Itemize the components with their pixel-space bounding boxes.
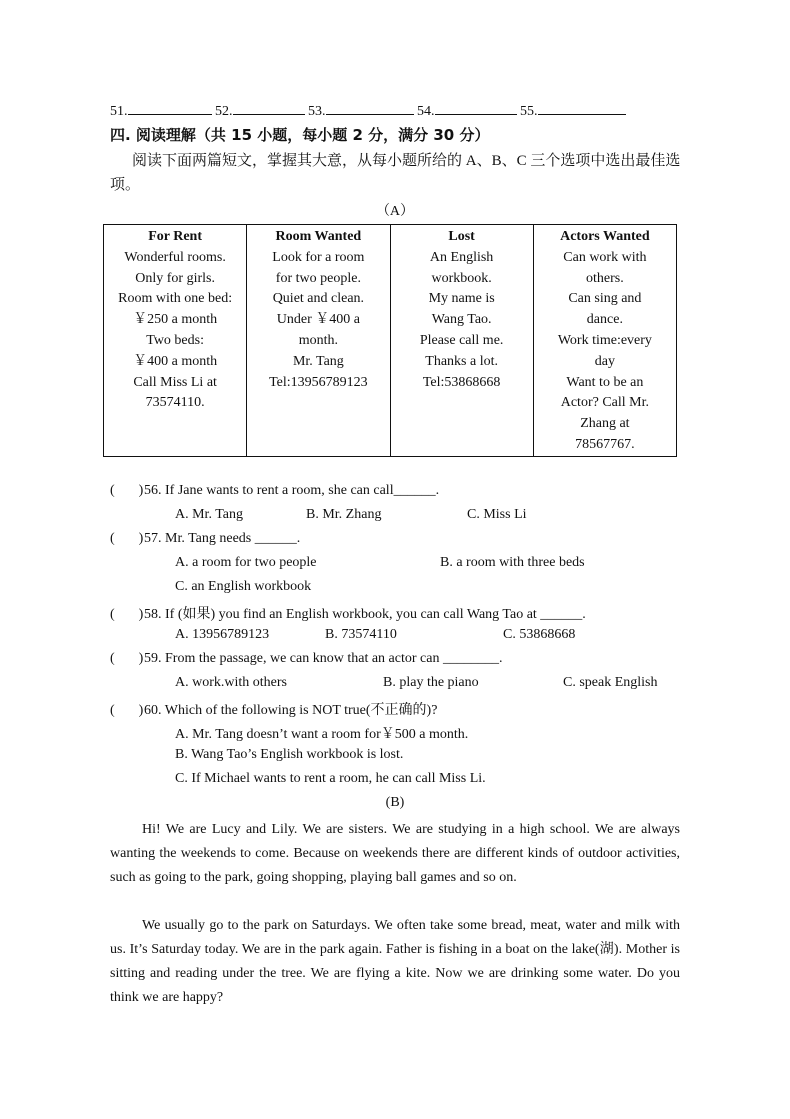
question-56 bbox=[110, 483, 439, 499]
question-58 bbox=[110, 603, 586, 623]
ad-line: Quiet and clean. bbox=[272, 291, 365, 307]
option-c: C. 53868668 bbox=[503, 627, 576, 642]
question-stem: 60. Which of the following is NOT true(不正确的)? bbox=[144, 703, 438, 718]
ad-line: Only for girls. bbox=[135, 270, 215, 286]
ad-line: Want to be an bbox=[566, 374, 644, 390]
option-b: B. Wang Tao’s English workbook is lost. bbox=[175, 747, 404, 762]
ad-line: Wonderful rooms. bbox=[124, 249, 226, 265]
question-60 bbox=[110, 699, 437, 719]
answer-paren-57[interactable]: ( ) bbox=[110, 531, 144, 546]
option-a: A. 13956789123 bbox=[175, 627, 270, 642]
ad-line: Under ￥400 a bbox=[276, 312, 360, 328]
instructions: 阅读下面两篇短文，掌握其大意，从每小题所给的 A、B、C 三个选项中选出最佳选项。 bbox=[110, 153, 681, 193]
ad-lost bbox=[390, 225, 533, 457]
ad-line: Mr. Tang bbox=[292, 353, 344, 369]
option-b: B. play the piano bbox=[383, 675, 479, 690]
ad-line: Can sing and bbox=[568, 291, 642, 307]
ad-line: others. bbox=[586, 270, 624, 286]
answer-blank-53[interactable] bbox=[326, 101, 414, 115]
passage-a-label: （A） bbox=[375, 204, 415, 219]
ad-line: ￥250 a month bbox=[133, 312, 218, 328]
ad-line: Work time:every bbox=[557, 332, 652, 348]
ad-line: day bbox=[594, 353, 615, 369]
ad-line: Zhang at bbox=[580, 416, 630, 432]
option-c: C. an English workbook bbox=[175, 579, 312, 594]
ad-line: for two people. bbox=[275, 270, 361, 286]
answer-label-55: 55. bbox=[520, 104, 538, 119]
option-a: A. Mr. Tang doesn’t want a room for￥500 a month. bbox=[175, 727, 469, 742]
answer-blank-52[interactable] bbox=[233, 101, 305, 115]
ads-table bbox=[103, 224, 677, 457]
ad-line: An English bbox=[429, 249, 494, 265]
ad-heading: Lost bbox=[448, 229, 475, 244]
option-a: A. a room for two people bbox=[175, 555, 317, 570]
answer-paren-58[interactable]: ( ) bbox=[110, 607, 144, 622]
answer-paren-60[interactable]: ( ) bbox=[110, 703, 144, 718]
ad-line: 73574110. bbox=[145, 395, 205, 411]
answer-label-54: 54. bbox=[417, 104, 435, 119]
option-c: C. speak English bbox=[563, 675, 658, 690]
passage-b-paragraph-2 bbox=[110, 914, 680, 1010]
question-59 bbox=[110, 651, 502, 667]
ad-line: Can work with bbox=[563, 249, 647, 265]
section-title: 四. 阅读理解（共 15 小题，每小题 2 分，满分 30 分） bbox=[110, 126, 490, 144]
ad-line: Wang Tao. bbox=[431, 312, 492, 328]
question-57 bbox=[110, 531, 300, 547]
ad-heading: For Rent bbox=[148, 229, 203, 244]
option-b: B. 73574110 bbox=[325, 627, 397, 642]
ad-line: Actor? Call Mr. bbox=[560, 395, 649, 411]
answer-paren-59[interactable]: ( ) bbox=[110, 651, 144, 666]
question-stem: 58. If (如果) you find an English workbook, you can call Wang Tao at ______. bbox=[144, 607, 586, 622]
paragraph-text: We usually go to the park on Saturdays. We often take some bread, meat, water and milk with us. It’s Saturday today. We are in the park again. Father is fishing in a boat on the lake(湖). Mother is sitting and reading under the tree. We are flying a kite. Now we are drinking some water. Do you think we are happy? bbox=[110, 918, 680, 1005]
question-stem: 59. From the passage, we can know that an actor can ________. bbox=[144, 651, 503, 666]
option-b: B. Mr. Zhang bbox=[306, 507, 382, 522]
option-a: A. work.with others bbox=[175, 675, 287, 690]
answer-blank-55[interactable] bbox=[538, 101, 626, 115]
ad-line: Room with one bed: bbox=[118, 291, 233, 307]
ad-line: workbook. bbox=[431, 270, 492, 286]
answer-label-52: 52. bbox=[215, 104, 233, 119]
ad-actors-wanted bbox=[533, 225, 676, 457]
option-b: B. a room with three beds bbox=[440, 555, 585, 570]
answer-label-53: 53. bbox=[308, 104, 326, 119]
answer-label-51: 51. bbox=[110, 104, 128, 119]
answer-blank-51[interactable] bbox=[128, 101, 212, 115]
ad-for-rent bbox=[104, 225, 247, 457]
passage-b-label: (B) bbox=[385, 795, 405, 810]
question-stem: 57. Mr. Tang needs ______. bbox=[144, 531, 301, 546]
ad-line: month. bbox=[298, 332, 339, 348]
ad-line: Please call me. bbox=[419, 332, 504, 348]
paragraph-text: Hi! We are Lucy and Lily. We are sisters. We are studying in a high school. We are always wanting the weekends to come. Because on weekends there are different kinds of outdoor activities, such as going to the park, going shopping, playing ball games and so on. bbox=[110, 822, 680, 885]
ad-line: ￥400 a month bbox=[133, 353, 218, 369]
ad-line: Call Miss Li at bbox=[133, 374, 217, 390]
ad-line: Tel:53868668 bbox=[422, 374, 501, 390]
passage-b-paragraph-1 bbox=[110, 818, 680, 890]
option-c: C. Miss Li bbox=[467, 507, 527, 522]
ad-heading: Actors Wanted bbox=[560, 229, 650, 244]
ad-line: Thanks a lot. bbox=[425, 353, 498, 369]
answer-blank-54[interactable] bbox=[435, 101, 517, 115]
ad-line: Two beds: bbox=[146, 332, 204, 348]
ad-room-wanted bbox=[247, 225, 390, 457]
ad-heading: Room Wanted bbox=[275, 229, 362, 244]
ad-line: dance. bbox=[586, 312, 623, 328]
question-stem: 56. If Jane wants to rent a room, she can call______. bbox=[144, 483, 440, 498]
option-c: C. If Michael wants to rent a room, he can call Miss Li. bbox=[175, 771, 486, 786]
option-a: A. Mr. Tang bbox=[175, 507, 243, 522]
answer-paren-56[interactable]: ( ) bbox=[110, 483, 144, 498]
ad-line: Tel:13956789123 bbox=[269, 374, 368, 390]
ad-line: Look for a room bbox=[272, 249, 365, 265]
ad-line: My name is bbox=[428, 291, 495, 307]
ad-line: 78567767. bbox=[575, 436, 635, 452]
answer-blanks-line bbox=[110, 101, 626, 120]
